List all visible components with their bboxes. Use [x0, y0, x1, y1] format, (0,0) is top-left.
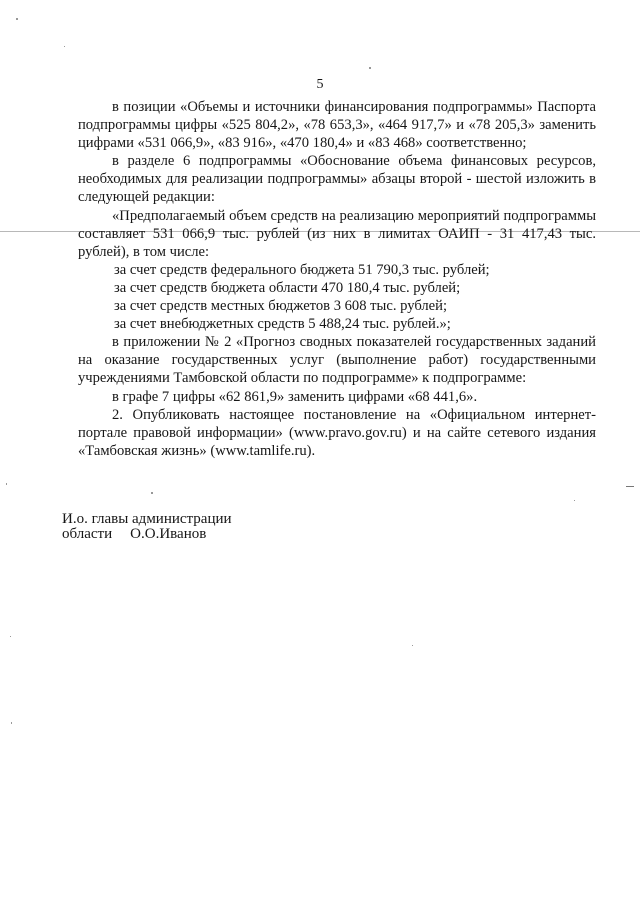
- scan-speck: [16, 18, 18, 20]
- list-item-local-budgets: за счет средств местных бюджетов 3 608 тыс. рублей;: [114, 298, 448, 315]
- paragraph-passport-amendment: в позиции «Объемы и источники финансирования подпрограммы» Паспорта подпрограммы цифры «525 804,2», «78 653,3», «464 917,7» и «78 205,3» заменить цифрами «531 066,9», «83 916», «470 180,4» и «83 468» соответственно;: [78, 99, 596, 152]
- scan-speck: [412, 645, 413, 646]
- page-number: 5: [316, 77, 324, 92]
- signature-name: О.О.Иванов: [130, 526, 207, 542]
- scan-speck: [64, 46, 65, 47]
- scan-speck: [574, 500, 575, 501]
- scan-speck: [369, 67, 371, 69]
- signature-block: [62, 512, 232, 542]
- paragraph-section-6-amendment: в разделе 6 подпрограммы «Обоснование объема финансовых ресурсов, необходимых для реализации подпрограммы» абзацы второй - шестой изложить в следующей редакции:: [78, 153, 596, 206]
- signature-position-line1: И.о. главы администрации: [62, 511, 232, 527]
- paragraph-funding-total: «Предполагаемый объем средств на реализацию мероприятий подпрограммы составляет 531 066,9 тыс. рублей (из них в лимитах ОАИП - 31 417,43 тыс. рублей), в том числе:: [78, 207, 596, 260]
- scan-speck: [11, 722, 12, 724]
- list-item-extrabudgetary: за счет внебюджетных средств 5 488,24 тыс. рублей.»;: [114, 316, 451, 333]
- scan-speck: [6, 483, 7, 485]
- list-item-federal-budget: за счет средств федерального бюджета 51 790,3 тыс. рублей;: [114, 261, 490, 278]
- scan-speck: [151, 492, 153, 494]
- paragraph-publication: 2. Опубликовать настоящее постановление на «Официальном интернет-портале правовой информации» (www.pravo.gov.ru) и на сайте сетевого издания «Тамбовская жизнь» (www.tamlife.ru).: [78, 406, 596, 459]
- signature-position-line2: области: [62, 526, 113, 542]
- paragraph-column-7: в графе 7 цифры «62 861,9» заменить цифрами «68 441,6».: [112, 388, 478, 405]
- list-item-regional-budget: за счет средств бюджета области 470 180,4 тыс. рублей;: [114, 279, 461, 296]
- scan-speck: [10, 636, 11, 637]
- scan-speck: [626, 486, 634, 487]
- paragraph-appendix-2: в приложении № 2 «Прогноз сводных показателей государственных заданий на оказание государственных услуг (выполнение работ) государственными учреждениями Тамбовской области по подпрограмме» к подпрограмме:: [78, 334, 596, 387]
- document-body: [78, 98, 596, 460]
